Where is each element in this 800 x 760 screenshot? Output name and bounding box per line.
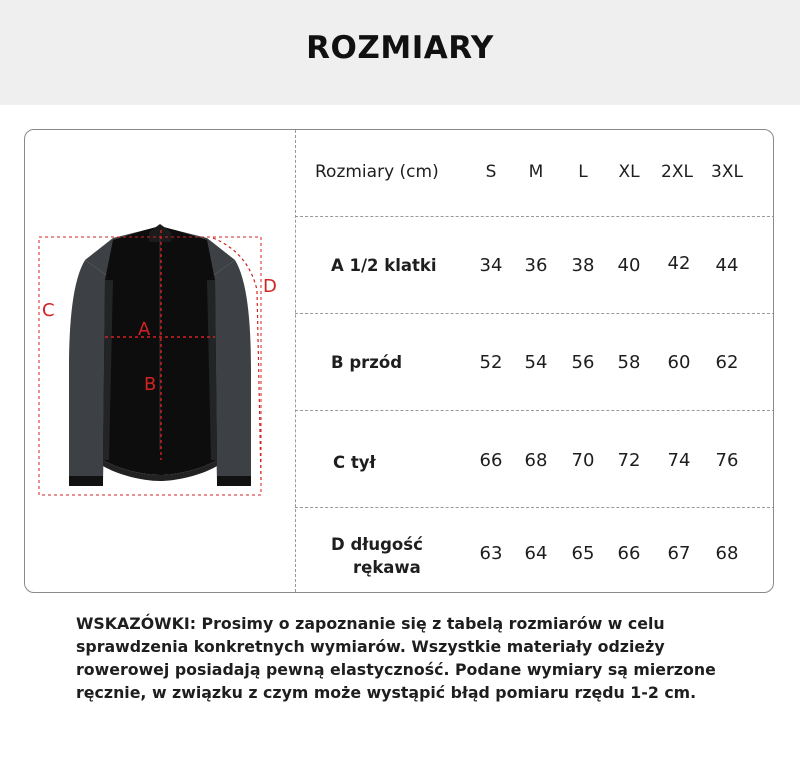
header-sizes-label: Rozmiary (cm) (315, 162, 439, 182)
marker-c: C (42, 300, 55, 321)
value-b-s: 52 (479, 352, 503, 373)
value-d-2xl: 67 (667, 543, 691, 564)
size-2xl: 2XL (661, 162, 693, 182)
value-a-m: 36 (524, 255, 548, 276)
notes-line: ręcznie, w związku z czym może wystąpić błąd pomiaru rzędu 1-2 cm. (76, 683, 697, 702)
row-divider (295, 410, 774, 411)
row-label-d-line2: rękawa (353, 558, 421, 577)
value-c-s: 66 (479, 450, 503, 471)
row-divider (295, 507, 774, 508)
size-s: S (485, 162, 497, 182)
value-c-3xl: 76 (715, 450, 739, 471)
value-d-m: 64 (524, 543, 548, 564)
size-3xl: 3XL (711, 162, 743, 182)
notes-line: WSKAZÓWKI: Prosimy o zapoznanie się z tabelą rozmiarów w celu (76, 614, 665, 633)
value-c-l: 70 (571, 450, 595, 471)
value-b-m: 54 (524, 352, 548, 373)
value-b-xl: 58 (617, 352, 641, 373)
value-d-xl: 66 (617, 543, 641, 564)
value-b-l: 56 (571, 352, 595, 373)
size-chart-card (24, 129, 774, 593)
size-notes (76, 612, 776, 704)
size-m: M (528, 162, 544, 182)
row-label-a: A 1/2 klatki (331, 256, 437, 275)
value-d-s: 63 (479, 543, 503, 564)
size-xl: XL (618, 162, 640, 182)
value-d-3xl: 68 (715, 543, 739, 564)
marker-d: D (263, 276, 277, 297)
row-divider (295, 313, 774, 314)
marker-a: A (138, 319, 151, 340)
value-c-xl: 72 (617, 450, 641, 471)
notes-line: rowerowej posiadają pewną elastyczność. Podane wymiary są mierzone (76, 660, 716, 679)
value-a-xl: 40 (617, 255, 641, 276)
value-a-s: 34 (479, 255, 503, 276)
value-c-m: 68 (524, 450, 548, 471)
marker-b: B (144, 374, 157, 395)
row-divider (295, 216, 774, 217)
value-b-3xl: 62 (715, 352, 739, 373)
value-d-l: 65 (571, 543, 595, 564)
size-l: L (578, 162, 588, 182)
row-label-b: B przód (331, 353, 403, 372)
value-a-l: 38 (571, 255, 595, 276)
value-a-3xl: 44 (715, 255, 739, 276)
value-a-2xl: 42 (667, 253, 691, 274)
value-b-2xl: 60 (667, 352, 691, 373)
table-divider-vertical (295, 130, 296, 592)
row-label-d-line1: D długość (331, 535, 423, 554)
row-label-c: C tył (333, 453, 376, 472)
jersey-diagram (25, 130, 295, 593)
page-title: ROZMIARY (306, 30, 494, 66)
value-c-2xl: 74 (667, 450, 691, 471)
notes-line: sprawdzenia konkretnych wymiarów. Wszystkie materiały odzieży (76, 637, 665, 656)
